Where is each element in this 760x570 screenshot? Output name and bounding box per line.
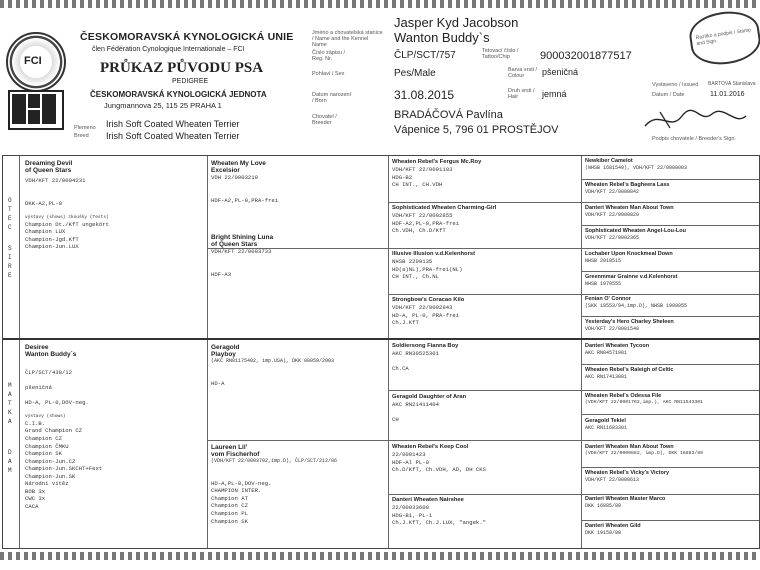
fci-membership: člen Fédération Cynologique Internationale – FCI [92,46,245,53]
gen4-name: Danteri Wheaten Master Marco [585,496,666,502]
colour-label: Barva srsti / Colour [508,67,538,80]
side-letter: K [8,409,12,416]
dam-line: HD-A, PL-0,DOV-neg. [25,398,89,406]
registration-number: ČLP/SCT/757 [394,50,456,61]
gen4-line: VDH/KFT 22/0001548 [585,326,640,332]
gen2-line: CHAMPION INTER. [211,487,262,495]
gen3-line: Ch.VDH, Ch.D/KfT [392,227,446,235]
gen4-line: VDH/KFT 22/0000842 [585,189,640,195]
gen4-line: AKC RN17413001 [585,374,628,380]
document-title: PRŮKAZ PŮVODU PSA [100,60,264,76]
gen2-cell [211,234,386,334]
gen3-cell [392,343,579,389]
gen3-line: Ch.CA [392,365,409,373]
gen4-cell [585,444,757,466]
date-label: Datum / Date [652,92,685,98]
gen3-line [392,358,579,366]
gen4-cell [585,393,757,413]
gen4-cell [585,470,757,492]
sire-line: výstavy (shows) zkoušky (Tests) [25,214,109,220]
breed-label-en: Breed [74,133,89,139]
gen2-line [211,472,386,480]
owner-name: Jasper Kyd Jacobson [394,15,519,30]
org-name: ČESKOMORAVSKÁ KYNOLOGICKÁ UNIE [80,31,294,43]
side-letter: M [8,467,12,474]
side-sire [8,244,12,280]
side-letter: A [8,391,12,398]
gen2-name: Excelsior [211,167,240,174]
gen4-name: Wheaten Rebel's Odessa File [585,393,662,399]
gen2-line: Champion AT [211,494,248,502]
side-letter: E [8,272,12,279]
gen2-line: (AKC RN01175402, imp.USA), DKK 08059/2003 [211,358,335,364]
cmku-logo-graphic [10,92,62,128]
sex-label: Pohlaví / Sex [312,71,345,77]
gen4-cell [585,158,757,178]
gen3-name: Danteri Wheaten Nairshee [392,497,464,503]
club-name: ČESKOMORAVSKÁ KYNOLOGICKÁ JEDNOTA [90,90,267,99]
gen3-line: 22/00033600 [392,504,429,511]
gen3-line: CH INT., Ch.NL [392,273,439,281]
dog-details [390,12,760,152]
gen3-name: Sophisticated Wheaten Charming-Girl [392,205,497,211]
sire-line [25,192,205,200]
gen3-line: HDG-B2 [392,173,413,181]
gen4-cell [585,523,757,545]
sire-line [25,185,205,193]
gen2-name: Playboy [211,351,236,358]
breed-value-en: Irish Soft Coated Wheaten Terrier [106,131,240,141]
gen2-line [211,256,386,264]
gen4-cell [585,251,757,271]
gen3-line [392,409,579,417]
gen4-name: Wheaten Rebel's Bagheera Lass [585,182,670,188]
side-letter: A [8,418,12,425]
decorative-border-top [0,0,760,8]
stamp-text: Razítko a podpis / Stamp and Sign. [695,27,752,47]
dam-line: Champion SK [25,450,62,458]
dam-line [25,406,205,414]
gen2-name: Geragold [211,344,240,351]
dam-line: Národní vítěz [25,480,69,488]
gen2-name: vom Fischerhof [211,451,260,458]
gen4-name: Lochaber Upon Knockmeal Down [585,251,673,257]
gen4-name: Yesterday's Hero Charley Sheleen [585,319,674,325]
gen3-cell [392,297,579,337]
side-letter: A [8,458,12,465]
gen4-cell [585,319,757,339]
gen3-line: AKC RN30525301 [392,350,439,357]
field-labels [310,14,390,154]
gen3-cell [392,497,579,545]
gen3-line: VDH/KFT 22/0002855 [392,212,453,219]
gen3-cell [392,444,579,492]
dam-line: ČLP/SCT/438/12 [25,368,72,376]
gen2-line: (VDH/KFT 22/0003702,imp.D), ČLP/SCT/212/06 [211,458,338,464]
gen4-cell [585,418,757,440]
dam-cell [25,344,205,544]
gen2-line: HDF-A2,PL-0,PRA-frei [211,196,279,204]
name-label: Jméno a chovatelská stanice / Name and the Kennel Name [312,30,383,49]
breeder-name: BRADÁČOVÁ Pavlína [394,109,503,121]
gen3-line: VDH/KFT 22/0002943 [392,304,453,311]
gen3-name: Soldiersong Fianna Boy [392,343,459,349]
gen3-line: Ch.J.KfT, Ch.J.LUX, "angek." [392,519,486,527]
dob-label: Datum narození / Born [312,92,352,105]
dam-line: Grand Champion CZ [25,427,83,435]
gen4-cell [585,367,757,389]
sire-line: Champion Dt./KfT ungekört [25,220,109,228]
gen4-cell [585,343,757,363]
side-letter: D [8,449,12,456]
gen3-cell [392,159,579,201]
breeder-label: Chovatel / Breeder [312,114,337,127]
gen2-line [211,263,386,271]
dam-line [25,391,205,399]
gen3-name: Illusive Illusion v.d.Kelenhorst [392,251,475,257]
gen2-line: Champion SK [211,517,248,525]
gen4-line: DKK 16885/88 [585,503,622,509]
sire-cell [25,160,205,336]
side-dam [8,448,12,475]
side-mother [8,381,12,426]
dam-line: CWC 3x [25,495,46,503]
gen4-name: Danteri Wheaten Gild [585,523,641,529]
gen4-cell [585,496,757,518]
sire-line: Champion-Jgd.KfT [25,235,79,243]
gen3-line: CH [392,416,399,424]
sire-line: Champion-Jun.LUX [25,243,79,251]
dam-line [25,361,205,369]
side-letter: T [8,400,12,407]
gen4-name: Sophisticated Wheaten Angel-Lou-Lou [585,228,686,234]
side-letter: T [8,206,12,213]
pedigree-table [2,155,760,549]
official-stamp [687,7,760,68]
gen2-line: Champion CZ [211,502,248,510]
gen2-line [211,182,386,190]
dam-name: Desiree [25,344,49,351]
sire-name: Dreaming Devil [25,160,73,167]
gen4-line: NHSB 1970555 [585,281,622,287]
reg-label: Číslo zápisu / Reg. Nr. [312,50,346,63]
side-letter: E [8,215,12,222]
gen2-line: Champion PL [211,510,248,518]
gen4-cell [585,228,757,248]
dam-line: výstavy (shows) [25,413,66,419]
gen3-name: Strongbow's Coracao Kilo [392,297,465,303]
gen3-name: Wheaten Rebel's Keep Cool [392,444,469,450]
gen3-line: CH INT., CH.VDH [392,181,443,189]
hair-value: jemná [542,89,567,99]
side-letter: R [8,263,12,270]
gen4-line: (SKK 18553/94,imp.D), NHSB 1999055 [585,303,688,309]
sire-line: DKK-A2,PL-0 [25,199,62,207]
gen4-line: (VDH/KFT 22/0001762,imp.), AKC RN11543301 [585,400,704,405]
side-letter: C [8,224,12,231]
dam-line: Champion CZ [25,434,62,442]
side-letter: I [8,254,12,261]
gen3-line: HDG-B1, PL-1 [392,511,433,519]
chip-number: 900032001877517 [540,50,632,62]
gen2-line: VDH 22/0003219 [211,174,258,181]
side-letter: O [8,197,12,204]
side-letter: M [8,382,12,389]
gen3-cell [392,394,579,440]
dam-line: Champion-Jun.SKCHT+Fext [25,465,103,473]
document-subtitle: PEDIGREE [172,78,209,85]
dam-line: CACA [25,502,39,510]
gen3-line: Ch.J.KfT [392,319,419,327]
gen2-line [211,365,386,373]
gen3-line: NHSB 2209135 [392,258,433,265]
gen3-name: Wheaten Rebel's Fergus Mc.Roy [392,159,482,165]
signature-label: Podpis chovatele / Breeder's Sign. [652,136,736,142]
cmku-logo [8,90,64,130]
club-address: Jungmannova 25, 115 25 PRAHA 1 [104,101,222,110]
gen4-name: Greenmmar Grainne v.d.Kelenhorst [585,274,678,280]
gen2-line: HD-A [211,379,225,387]
sire-line: Champion LUX [25,228,66,236]
hair-label: Druh srsti / Hair [508,88,535,101]
gen2-line: VDH/KFT 22/0003733 [211,248,272,255]
gen4-name: Geragold Tekiel [585,418,626,424]
gen3-line: VDH/KFT 22/0001103 [392,166,453,173]
gen3-line: 22/0001423 [392,451,426,458]
dam-line [25,376,205,384]
colour-value: pšeničná [542,67,579,77]
gen3-line: Ch.D/KfT, Ch.VDH, AD, DH CKS [392,466,486,474]
issued-place: BARTOVA Stanislava [708,81,756,87]
dob-value: 31.08.2015 [394,88,455,102]
fci-logo-text: FCI [24,55,42,67]
gen4-line: (NHSB 1681549), VDH/KFT 22/0000003 [585,165,688,171]
dam-line: Champion-Jun.CZ [25,457,76,465]
gen4-line: VDH/KFT 22/0000820 [585,212,640,218]
gen3-line: HDF-A2,PL-0,PRA-frei [392,219,460,227]
gen3-line: AKC RN21411404 [392,401,439,408]
sire-line [25,207,205,215]
gen4-name: Danteri Wheaten Man About Town [585,444,674,450]
fci-logo [6,32,66,92]
gen3-name: Geragold Daughter of Aran [392,394,467,400]
chip-label: Tetovací číslo / Tattoo/Chip [482,48,519,61]
side-letter: S [8,245,12,252]
gen4-line: AKC RN11683301 [585,425,628,431]
gen2-name: Bright Shining Luna [211,234,274,241]
breed-value: Irish Soft Coated Wheaten Terrier [106,119,240,129]
gen3-cell [392,251,579,293]
breeder-signature [640,104,750,134]
dog-name: Wanton Buddy`s [394,30,490,45]
dam-line: pšeničná [25,383,52,391]
gen4-cell [585,274,757,294]
gen4-name: Danteri Wheaten Tycoon [585,343,650,349]
gen2-line [211,372,386,380]
gen4-line: AKC RN04571901 [585,350,628,356]
gen4-line: DKK 19150/98 [585,530,622,536]
gen3-line: HDF-Al PL-0 [392,458,429,466]
sex-value: Pes/Male [394,68,436,79]
gen3-line: HD-A, PL-0, PRA-frei [392,311,460,319]
gen3-line: HD(a)NL),PRA-frei(NL) [392,265,463,273]
gen4-cell [585,205,757,225]
gen2-name: Wheaten My Love [211,160,266,167]
dam-line: BOB 3x [25,487,46,495]
gen4-line: NHSB 2018515 [585,258,622,264]
gen4-name: Newkiber Camelot [585,158,633,164]
gen2-line: HDF-A3 [211,270,232,278]
gen2-name: Laureen Lil' [211,444,248,451]
gen4-name: Wheaten Rebel's Vicky's Victory [585,470,670,476]
gen4-name: Fenian O' Connor [585,296,631,302]
gen4-name: Wheaten Rebel's Raleigh of Celtic [585,367,674,373]
dam-line: Champion-Jun.SK [25,472,76,480]
gen2-line: HD-A,PL-0,DOV-neg. [211,479,272,487]
breed-label: Plemeno [74,125,96,131]
side-father [8,196,12,232]
gen4-cell [585,296,757,316]
gen2-cell [211,344,386,438]
gen4-cell [585,182,757,202]
dam-name-2: Wanton Buddy`s [25,351,77,358]
gen4-line: (VDH/KFT 22/0000882, imp.D), DKK 16883/89 [585,451,704,456]
issued-label: Vystaveno / Issued [652,82,699,88]
gen2-name: of Queen Stars [211,241,258,248]
gen3-cell [392,205,579,247]
gen2-cell [211,444,386,546]
gen2-line [211,189,386,197]
breeder-address: Vápenice 5, 796 01 PROSTĚJOV [394,124,559,136]
decorative-border-bottom [0,552,760,560]
dam-line: Champion ČMKU [25,442,69,450]
sire-name-2: of Queen Stars [25,167,72,174]
issued-date: 11.01.2016 [710,91,745,98]
gen4-line: VDH/KFT 22/0002365 [585,235,640,241]
gen4-name: Danteri Wheaten Man About Town [585,205,674,211]
gen4-line: VDH/KFT 22/0000613 [585,477,640,483]
gen2-line [211,465,386,473]
sire-line: VDH/KFT 22/0004231 [25,177,86,184]
dam-line: C.I.B. [25,419,46,427]
